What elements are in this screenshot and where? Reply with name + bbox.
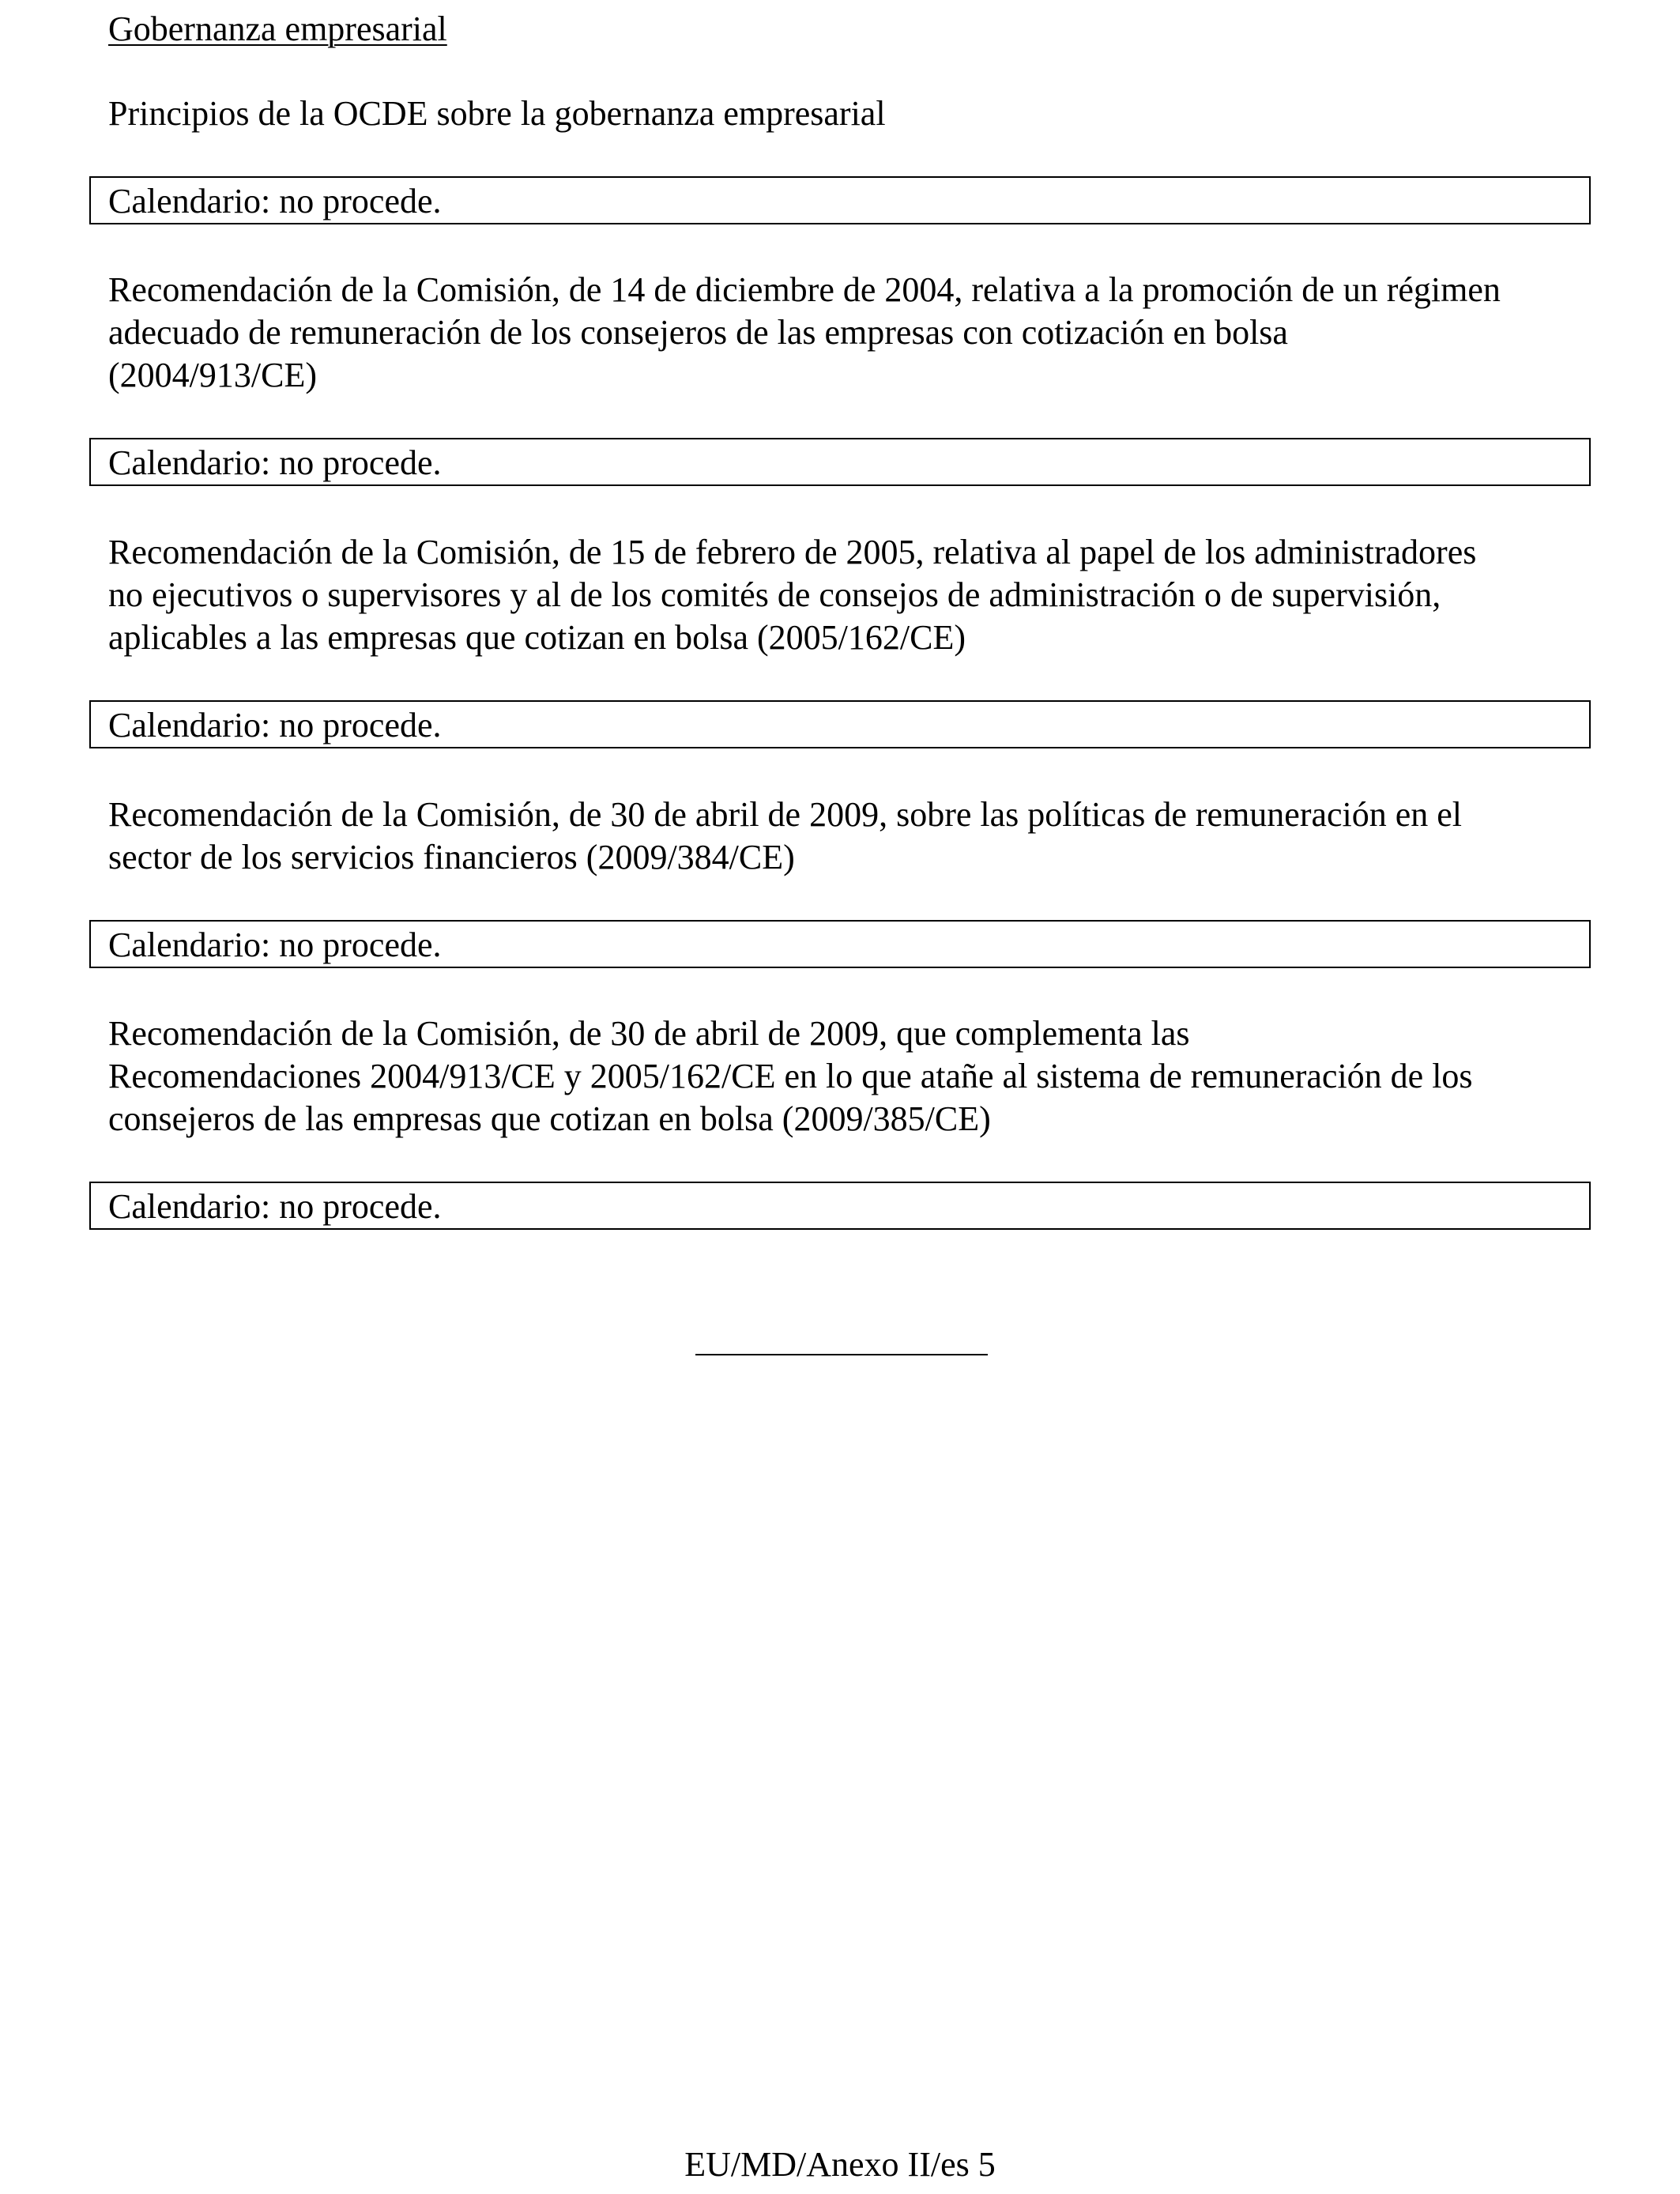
calendar-box <box>89 438 1591 486</box>
entry-title-line: aplicables a las empresas que cotizan en bolsa (2005/162/CE) <box>108 618 966 657</box>
entry-title-line: Recomendación de la Comisión, de 15 de febrero de 2005, relativa al papel de los administradores <box>108 533 1477 571</box>
calendar-text: Calendario: no procede. <box>108 706 442 745</box>
end-separator <box>695 1354 988 1355</box>
entry-title-line: (2004/913/CE) <box>108 356 317 394</box>
calendar-text: Calendario: no procede. <box>108 443 442 482</box>
entry-title-line: Recomendación de la Comisión, de 14 de diciembre de 2004, relativa a la promoción de un régimen <box>108 270 1501 309</box>
calendar-box <box>89 1182 1591 1230</box>
entry-title-line: Principios de la OCDE sobre la gobernanza empresarial <box>108 94 886 133</box>
calendar-text: Calendario: no procede. <box>108 925 442 964</box>
calendar-box <box>89 920 1591 968</box>
calendar-box <box>89 176 1591 224</box>
entry-title-line: adecuado de remuneración de los consejeros de las empresas con cotización en bolsa <box>108 313 1288 352</box>
calendar-box <box>89 700 1591 748</box>
section-heading: Gobernanza empresarial <box>108 9 447 48</box>
calendar-text: Calendario: no procede. <box>108 182 442 221</box>
entry-title-line: sector de los servicios financieros (2009/384/CE) <box>108 838 795 876</box>
entry-title-line: Recomendaciones 2004/913/CE y 2005/162/CE en lo que atañe al sistema de remuneración de los <box>108 1057 1473 1095</box>
entry-title-line: no ejecutivos o supervisores y al de los comités de consejos de administración o de supervisión, <box>108 575 1441 614</box>
entry-title-line: Recomendación de la Comisión, de 30 de abril de 2009, que complementa las <box>108 1014 1190 1053</box>
entry-title-line: consejeros de las empresas que cotizan en bolsa (2009/385/CE) <box>108 1099 991 1138</box>
page-footer: EU/MD/Anexo II/es 5 <box>684 2145 996 2184</box>
entry-title-line: Recomendación de la Comisión, de 30 de abril de 2009, sobre las políticas de remuneración en el <box>108 795 1463 834</box>
calendar-text: Calendario: no procede. <box>108 1187 442 1226</box>
